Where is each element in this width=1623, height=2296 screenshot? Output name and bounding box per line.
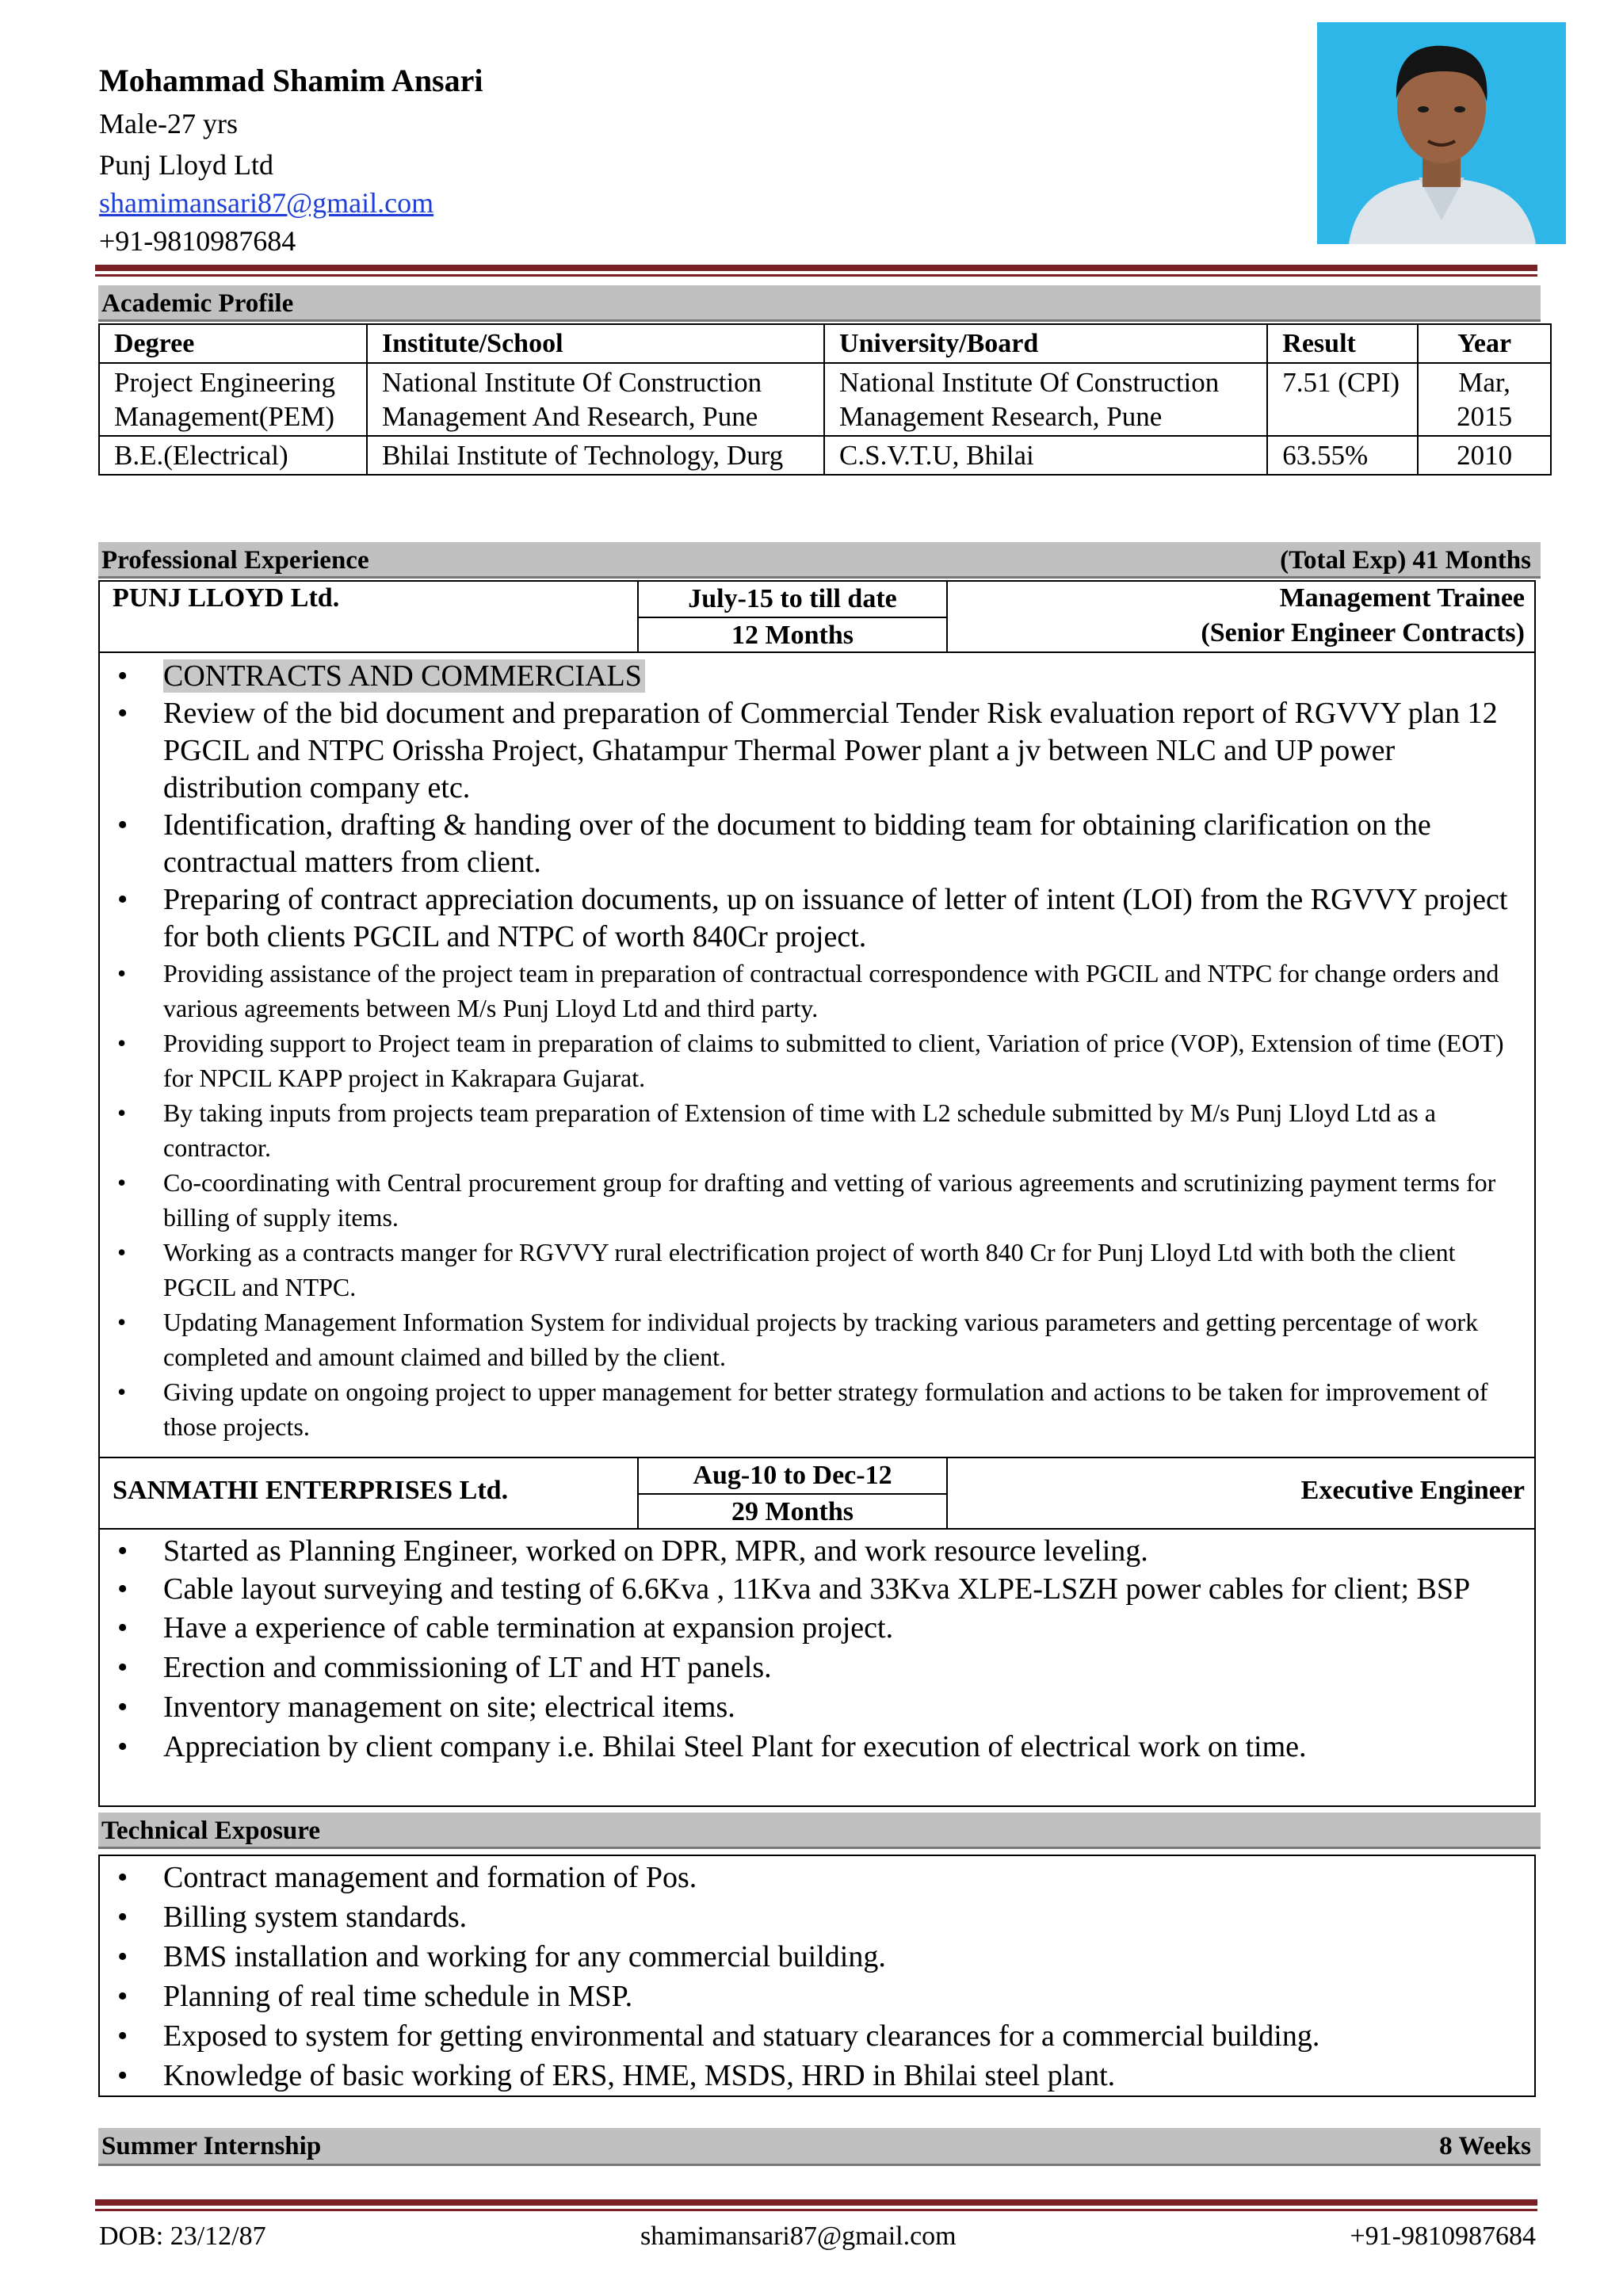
total-experience: (Total Exp) 41 Months (1280, 546, 1531, 575)
section-professional-experience (98, 542, 1541, 579)
list-item: • Providing assistance of the project team in preparation of contractual correspondence with PGCIL and NTPC for change orders and various agreements between M/s Punj Lloyd Ltd and third party. (100, 956, 1510, 1026)
cell-degree: B.E.(Electrical) (99, 436, 367, 475)
current-company: Punj Lloyd Ltd (99, 149, 274, 181)
footer-divider (95, 2199, 1537, 2206)
table-row (99, 436, 1551, 475)
col-university: University/Board (824, 324, 1267, 363)
col-degree: Degree (99, 324, 367, 363)
job-details-punj-lloyd (98, 651, 1536, 1458)
academic-table (98, 323, 1552, 476)
contracts-heading: CONTRACTS AND COMMERCIALS (163, 659, 645, 693)
col-result: Result (1267, 324, 1418, 363)
section-summer-internship (98, 2128, 1541, 2166)
list-item: • Updating Management Information System for individual projects by tracking various parameters and getting percentage of work completed and amount claimed and billed by the client. (100, 1305, 1510, 1374)
list-item: • Appreciation by client company i.e. Bhilai Steel Plant for execution of electrical work on time. (100, 1727, 1510, 1767)
col-institute: Institute/School (367, 324, 824, 363)
email-link[interactable] (99, 185, 433, 220)
cell-year: Mar, 2015 (1418, 363, 1551, 436)
list-item: • Billing system standards. (100, 1897, 1510, 1937)
cell-degree: Project Engineering Management(PEM) (99, 363, 367, 436)
job-company: PUNJ LLOYD Ltd. (113, 583, 340, 613)
list-item: • Exposed to system for getting environmental and statuary clearances for a commercial building. (100, 2016, 1510, 2056)
cell-university: C.S.V.T.U, Bhilai (824, 436, 1267, 475)
list-item: • Inventory management on site; electrical items. (100, 1687, 1510, 1727)
profile-photo-image (1317, 22, 1566, 244)
technical-exposure-list (98, 1855, 1536, 2097)
list-item: • By taking inputs from projects team preparation of Extension of time with L2 schedule submitted by M/s Punj Lloyd Ltd as a contractor. (100, 1095, 1510, 1165)
footer-email: shamimansari87@gmail.com (640, 2222, 957, 2251)
list-item: • Have a experience of cable termination at expansion project. (100, 1608, 1510, 1648)
gender-age: Male-27 yrs (99, 108, 238, 139)
list-item: • Working as a contracts manger for RGVVY rural electrification project of worth 840 Cr for Punj Lloyd Ltd with both the client PGCIL and NTPC. (100, 1235, 1510, 1305)
header-divider-thin (95, 274, 1537, 277)
section-academic-profile: Academic Profile (98, 285, 1541, 322)
internship-duration: 8 Weeks (1439, 2132, 1531, 2160)
footer-divider-thin (95, 2209, 1537, 2211)
job-header-punj-lloyd (98, 580, 1536, 653)
job-duration: 12 Months (637, 617, 948, 653)
job-details-sanmathi (98, 1528, 1536, 1807)
list-item (100, 658, 1510, 695)
phone-number: +91-9810987684 (99, 225, 296, 257)
list-item: • Planning of real time schedule in MSP. (100, 1977, 1510, 2016)
profile-photo (1317, 22, 1566, 244)
job-period: July-15 to till date (637, 580, 948, 618)
list-item: • Giving update on ongoing project to upper management for better strategy formulation and actions to be taken for improvement of those projects. (100, 1374, 1510, 1444)
candidate-name: Mohammad Shamim Ansari (99, 63, 483, 98)
footer-phone: +91-9810987684 (1350, 2222, 1536, 2251)
list-item: • Erection and commissioning of LT and HT panels. (100, 1648, 1510, 1687)
job-role: Executive Engineer (1300, 1476, 1525, 1505)
email-link-text[interactable]: shamimansari87@gmail.com (99, 187, 434, 219)
job-role-detail: (Senior Engineer Contracts) (1201, 618, 1525, 648)
job-header-sanmathi (98, 1457, 1536, 1530)
section-technical-exposure: Technical Exposure (98, 1813, 1541, 1849)
cell-university: National Institute Of Construction Management Research, Pune (824, 363, 1267, 436)
job-duration: 29 Months (637, 1493, 948, 1530)
header-divider (95, 265, 1537, 271)
cell-year: 2010 (1418, 436, 1551, 475)
job-period: Aug-10 to Dec-12 (637, 1457, 948, 1495)
list-item: • Providing support to Project team in preparation of claims to submitted to client, Variation of price (VOP), Extension of time (EOT) for NPCIL KAPP project in Kakrapara Gujarat. (100, 1026, 1510, 1095)
list-item: • Co-coordinating with Central procurement group for drafting and vetting of various agreements and scrutinizing payment terms for billing of supply items. (100, 1165, 1510, 1235)
section-summer-internship-title: Summer Internship (101, 2132, 322, 2160)
table-row (99, 363, 1551, 436)
section-professional-experience-title: Professional Experience (101, 546, 369, 575)
footer-dob: DOB: 23/12/87 (99, 2222, 266, 2251)
cell-institute: National Institute Of Construction Management And Research, Pune (367, 363, 824, 436)
list-item: • Identification, drafting & handing over of the document to bidding team for obtaining clarification on the contractual matters from client. (100, 807, 1510, 881)
list-item: • BMS installation and working for any commercial building. (100, 1937, 1510, 1977)
cell-result: 7.51 (CPI) (1267, 363, 1418, 436)
list-item: • Contract management and formation of Pos. (100, 1858, 1510, 1897)
job-role: Management Trainee (1279, 583, 1525, 613)
list-item: • Started as Planning Engineer, worked on DPR, MPR, and work resource leveling. (100, 1531, 1510, 1571)
academic-table-header (99, 324, 1551, 363)
list-item: • Knowledge of basic working of ERS, HME, MSDS, HRD in Bhilai steel plant. (100, 2056, 1510, 2095)
list-item: • Cable layout surveying and testing of 6.6Kva , 11Kva and 33Kva XLPE-LSZH power cables for client; BSP (100, 1571, 1510, 1608)
col-year: Year (1418, 324, 1551, 363)
job-company: SANMATHI ENTERPRISES Ltd. (113, 1476, 509, 1505)
list-item: • Preparing of contract appreciation documents, up on issuance of letter of intent (LOI) from the RGVVY project for both clients PGCIL and NTPC of worth 840Cr project. (100, 881, 1510, 956)
list-item: • Review of the bid document and preparation of Commercial Tender Risk evaluation report of RGVVY plan 12 PGCIL and NTPC Orissha Project, Ghatampur Thermal Power plant a jv between NLC and UP power distribution company etc. (100, 695, 1510, 807)
cell-result: 63.55% (1267, 436, 1418, 475)
cell-institute: Bhilai Institute of Technology, Durg (367, 436, 824, 475)
